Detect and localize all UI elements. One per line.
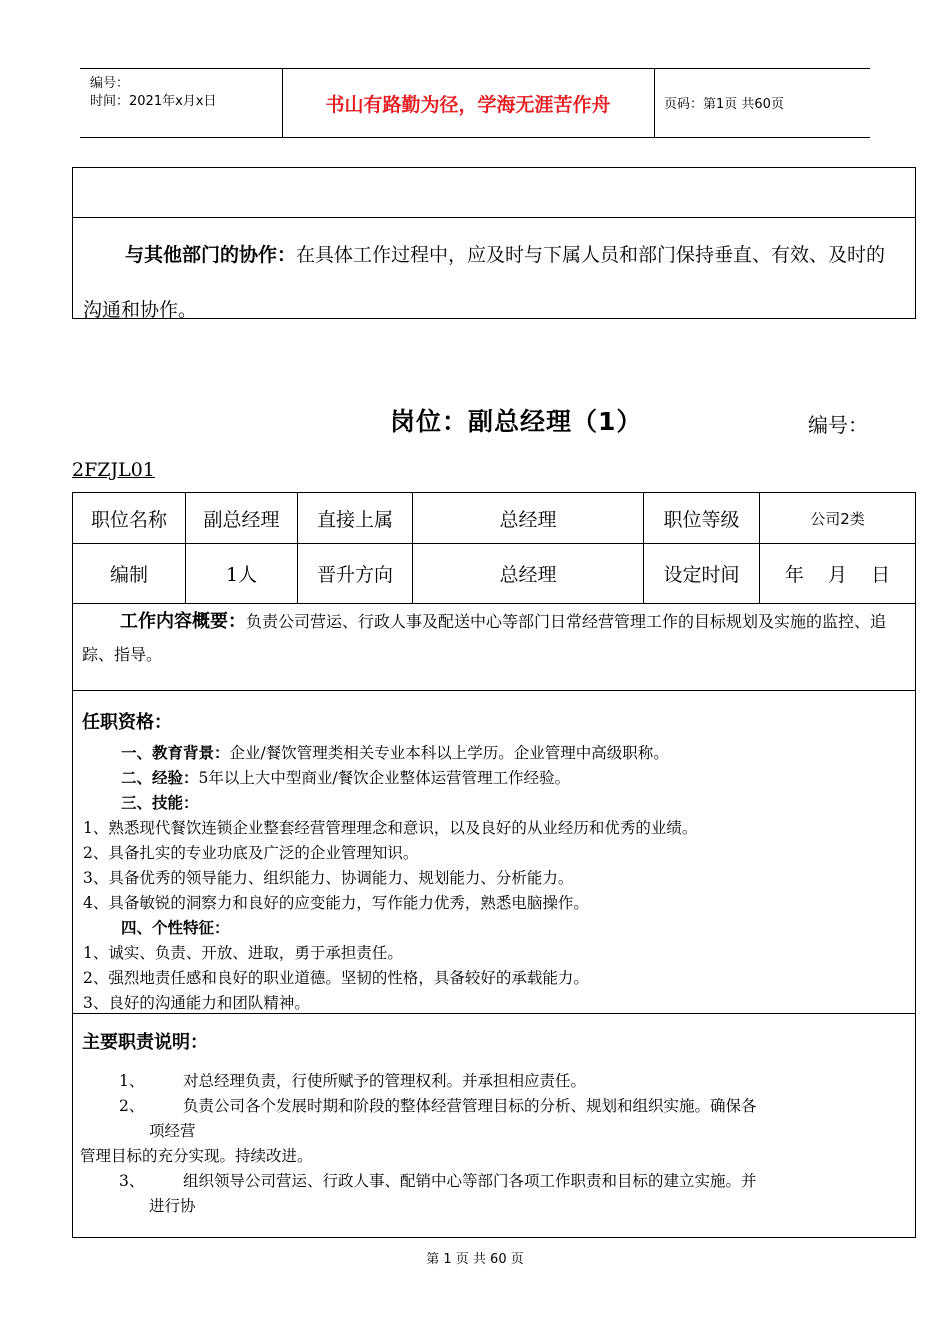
duty-text-wrap: 进行协 — [149, 1197, 196, 1215]
header-divider — [654, 69, 655, 137]
page-footer: 第 1 页 共 60 页 — [426, 1252, 524, 1267]
list-item: 4、具备敏锐的洞察力和良好的应变能力，写作能力优秀，熟悉电脑操作。 — [83, 894, 589, 912]
summary-text: 负责公司营运、行政人事及配送中心等部门日常经营管理工作的目标规划及实施的监控、追踪、指导。 — [82, 612, 887, 664]
list-item: 3、良好的沟通能力和团队精神。 — [83, 994, 310, 1012]
collaboration-label: 与其他部门的协作： — [125, 244, 297, 266]
summary-label: 工作内容概要： — [120, 611, 246, 632]
duty-text-wrap: 项经营 — [149, 1122, 196, 1140]
table-cell: 设定时间 — [663, 564, 740, 586]
table-cell: 总经理 — [499, 508, 557, 531]
position-code-label: 编号： — [808, 413, 868, 437]
duty-text-continued: 管理目标的充分实现。持续改进。 — [80, 1147, 313, 1165]
duties-list — [81, 1069, 907, 1219]
table-cell: 年 月 日 — [784, 564, 891, 586]
qualifications-list — [83, 741, 697, 1016]
list-item — [81, 1069, 907, 1094]
skills-label: 三、技能： — [121, 794, 199, 812]
traits-label: 四、个性特征： — [121, 919, 230, 937]
duty-number: 1、 — [119, 1072, 145, 1090]
list-item — [83, 766, 697, 791]
header-date: 时间：2021年x月x日 — [90, 94, 217, 109]
duty-text: 对总经理负责，行使所赋予的管理权利。并承担相应责任。 — [183, 1072, 587, 1090]
list-item: 2、具备扎实的专业功底及广泛的企业管理知识。 — [83, 844, 419, 862]
table-cell: 1人 — [225, 564, 258, 586]
collaboration-body: 在具体工作过程中，应及时与下属人员和部门保持垂直、有效、及时的沟通和协作。 — [83, 244, 886, 321]
header-number-label: 编号： — [90, 76, 130, 91]
duty-number: 2、 — [119, 1097, 145, 1115]
list-item: 1、熟悉现代餐饮连锁企业整套经营管理理念和意识，以及良好的从业经历和优秀的业绩。 — [83, 819, 698, 837]
table-cell: 直接上属 — [316, 508, 393, 531]
exp-text: 5年以上大中型商业/餐饮企业整体运营管理工作经验。 — [198, 769, 571, 787]
divider — [73, 217, 915, 218]
header-motto: 书山有路勤为径，学海无涯苦作舟 — [325, 93, 611, 116]
list-item — [83, 791, 697, 816]
duty-text: 负责公司各个发展时期和阶段的整体经营管理目标的分析、规划和组织实施。确保各 — [183, 1097, 757, 1115]
table-cell: 晋升方向 — [316, 564, 393, 586]
qualifications-title: 任职资格： — [82, 712, 172, 733]
exp-label: 二、经验： — [121, 769, 199, 787]
list-item: 3、具备优秀的领导能力、组织能力、协调能力、规划能力、分析能力。 — [83, 869, 574, 887]
edu-text: 企业/餐饮管理类相关专业本科以上学历。企业管理中高级职称。 — [229, 744, 669, 762]
duty-text: 组织领导公司营运、行政人事、配销中心等部门各项工作职责和目标的建立实施。并 — [183, 1172, 757, 1190]
position-code: 2FZJL01 — [72, 459, 155, 481]
collaboration-box — [72, 167, 916, 319]
divider — [73, 603, 915, 604]
table-cell: 职位等级 — [663, 508, 740, 531]
table-cell: 公司2类 — [810, 509, 865, 528]
list-item — [81, 1094, 907, 1169]
list-item — [83, 916, 697, 941]
duty-number: 3、 — [119, 1172, 145, 1190]
job-description-table — [72, 492, 916, 1238]
edu-label: 一、教育背景： — [121, 744, 230, 762]
page-header — [80, 68, 870, 138]
list-item — [83, 741, 697, 766]
collaboration-text — [83, 228, 903, 338]
table-cell: 副总经理 — [203, 508, 280, 531]
list-item: 2、强烈地责任感和良好的职业道德。坚韧的性格，具备较好的承载能力。 — [83, 969, 589, 987]
table-cell: 职位名称 — [90, 508, 167, 531]
list-item: 1、诚实、负责、开放、进取，勇于承担责任。 — [83, 944, 403, 962]
table-cell: 编制 — [109, 564, 148, 586]
list-item — [81, 1169, 907, 1219]
work-summary — [82, 605, 907, 671]
header-page-info: 页码：第1页 共60页 — [664, 97, 784, 112]
position-title: 岗位：副总经理（1） — [390, 407, 643, 436]
duties-title: 主要职责说明： — [82, 1032, 208, 1053]
divider — [73, 690, 915, 691]
table-cell: 总经理 — [499, 564, 557, 586]
header-meta — [90, 75, 216, 111]
